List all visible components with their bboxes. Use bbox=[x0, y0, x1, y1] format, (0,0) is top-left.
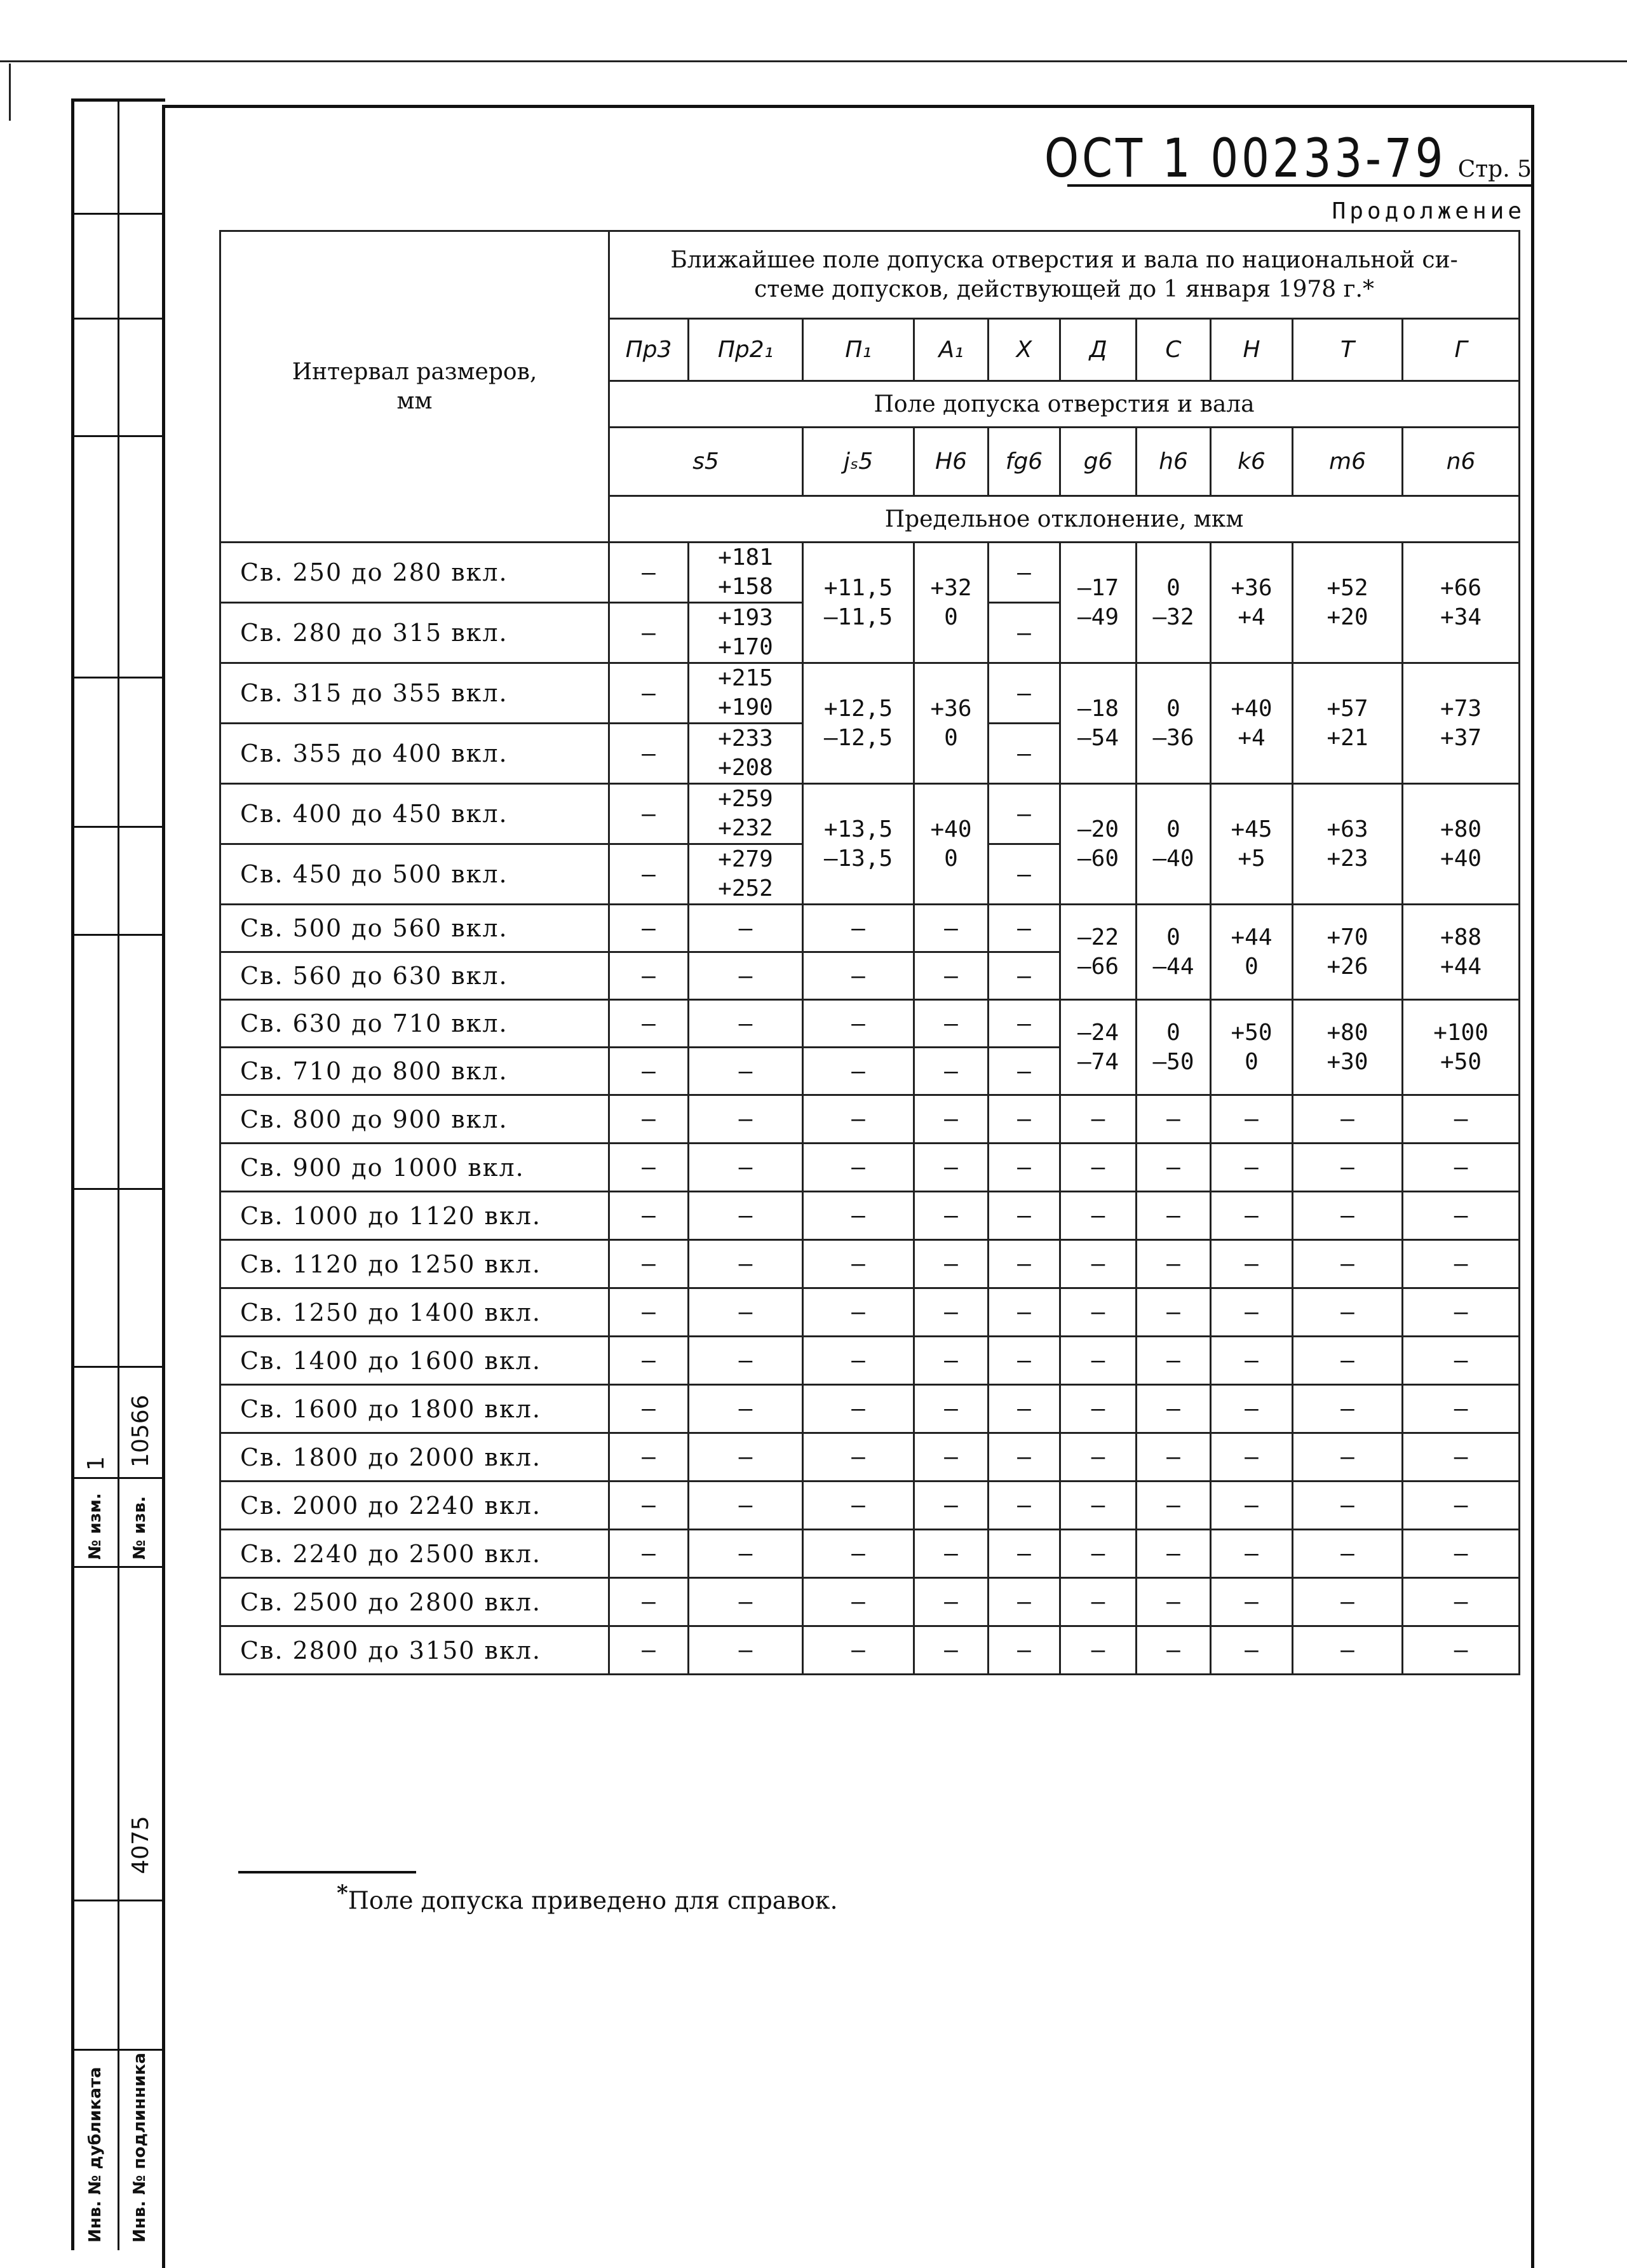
stamp-dup-label: Инв. № дубликата bbox=[86, 2067, 105, 2243]
table-cell: – bbox=[1211, 1385, 1293, 1433]
table-cell: 0 –36 bbox=[1137, 663, 1211, 784]
table-row bbox=[220, 1337, 1520, 1385]
iso-field-cell: m6 bbox=[1293, 428, 1403, 496]
table-cell: – bbox=[1293, 1192, 1403, 1240]
table-cell: – bbox=[1403, 1578, 1520, 1626]
iso-field-cell: H6 bbox=[914, 428, 989, 496]
table-cell: – bbox=[989, 1433, 1060, 1482]
table-cell: +215 +190 bbox=[689, 663, 803, 724]
interval-cell: Св. 450 до 500 вкл. bbox=[220, 844, 609, 905]
table-cell: – bbox=[989, 724, 1060, 784]
header-underline bbox=[1067, 184, 1531, 187]
table-cell: – bbox=[1293, 1433, 1403, 1482]
table-cell: +100 +50 bbox=[1403, 1000, 1520, 1095]
table-cell: – bbox=[803, 1385, 914, 1433]
stamp-rule bbox=[74, 677, 165, 678]
national-field-cell: Пр3 bbox=[609, 319, 689, 381]
interval-cell: Св. 1800 до 2000 вкл. bbox=[220, 1433, 609, 1482]
table-row bbox=[220, 905, 1520, 952]
table-cell: – bbox=[989, 1288, 1060, 1337]
table-cell: – bbox=[989, 543, 1060, 603]
stamp-rule bbox=[74, 318, 165, 320]
deviation-header: Предельное отклонение, мкм bbox=[609, 496, 1520, 543]
table-cell: – bbox=[1293, 1626, 1403, 1675]
table-cell: – bbox=[989, 1000, 1060, 1048]
interval-cell: Св. 2000 до 2240 вкл. bbox=[220, 1482, 609, 1530]
table-cell: +11,5 –11,5 bbox=[803, 543, 914, 663]
table-cell: +181 +158 bbox=[689, 543, 803, 603]
table-cell: – bbox=[989, 1626, 1060, 1675]
table-cell: – bbox=[914, 1385, 989, 1433]
table-cell: – bbox=[1211, 1288, 1293, 1337]
table-cell: – bbox=[689, 1240, 803, 1288]
table-cell: – bbox=[1137, 1192, 1211, 1240]
table-cell: – bbox=[1211, 1530, 1293, 1578]
table-cell: – bbox=[1403, 1530, 1520, 1578]
table-cell: – bbox=[1137, 1578, 1211, 1626]
table-cell: – bbox=[689, 1048, 803, 1095]
table-cell: – bbox=[1060, 1337, 1137, 1385]
national-field-cell: Д bbox=[1060, 319, 1137, 381]
table-cell: – bbox=[914, 1482, 989, 1530]
table-cell: – bbox=[989, 1530, 1060, 1578]
table-cell: – bbox=[1060, 1433, 1137, 1482]
table-row bbox=[220, 1095, 1520, 1144]
table-cell: – bbox=[803, 1433, 914, 1482]
footnote-star: * bbox=[337, 1880, 348, 1906]
table-cell: – bbox=[609, 1530, 689, 1578]
stamp-column-divider bbox=[118, 102, 119, 2250]
table-cell: – bbox=[1211, 1240, 1293, 1288]
table-row bbox=[220, 1288, 1520, 1337]
table-body bbox=[220, 231, 1520, 1675]
table-cell: – bbox=[1211, 1433, 1293, 1482]
table-cell: – bbox=[689, 952, 803, 1000]
table-cell: +13,5 –13,5 bbox=[803, 784, 914, 905]
table-cell: – bbox=[689, 1578, 803, 1626]
table-cell: – bbox=[609, 543, 689, 603]
table-cell: – bbox=[803, 1482, 914, 1530]
table-cell: – bbox=[803, 952, 914, 1000]
table-cell: – bbox=[1211, 1337, 1293, 1385]
table-cell: – bbox=[914, 1048, 989, 1095]
table-cell: – bbox=[609, 1433, 689, 1482]
interval-cell: Св. 2240 до 2500 вкл. bbox=[220, 1530, 609, 1578]
table-cell: – bbox=[803, 1240, 914, 1288]
table-cell: – bbox=[1137, 1095, 1211, 1144]
table-cell: – bbox=[609, 1240, 689, 1288]
interval-cell: Св. 2800 до 3150 вкл. bbox=[220, 1626, 609, 1675]
table-cell: – bbox=[1060, 1095, 1137, 1144]
table-row bbox=[220, 1192, 1520, 1240]
tolerance-table bbox=[219, 230, 1520, 1675]
table-cell: – bbox=[989, 1385, 1060, 1433]
interval-cell: Св. 1120 до 1250 вкл. bbox=[220, 1240, 609, 1288]
table-cell: – bbox=[1211, 1578, 1293, 1626]
table-cell: – bbox=[803, 1192, 914, 1240]
table-cell: – bbox=[989, 603, 1060, 663]
table-cell: – bbox=[609, 1192, 689, 1240]
table-cell: – bbox=[1293, 1578, 1403, 1626]
table-cell: +50 0 bbox=[1211, 1000, 1293, 1095]
interval-cell: Св. 630 до 710 вкл. bbox=[220, 1000, 609, 1048]
table-cell: – bbox=[1060, 1530, 1137, 1578]
table-cell: – bbox=[914, 1000, 989, 1048]
interval-cell: Св. 400 до 450 вкл. bbox=[220, 784, 609, 844]
national-field-cell: Г bbox=[1403, 319, 1520, 381]
table-cell: – bbox=[1403, 1095, 1520, 1144]
table-cell: +73 +37 bbox=[1403, 663, 1520, 784]
national-field-cell: А₁ bbox=[914, 319, 989, 381]
table-cell: – bbox=[989, 1337, 1060, 1385]
table-cell: – bbox=[609, 1626, 689, 1675]
table-cell: – bbox=[989, 1578, 1060, 1626]
table-cell: – bbox=[1060, 1192, 1137, 1240]
interval-cell: Св. 560 до 630 вкл. bbox=[220, 952, 609, 1000]
table-cell: – bbox=[609, 844, 689, 905]
interval-header: Интервал размеров, мм bbox=[220, 231, 609, 543]
table-cell: – bbox=[609, 1048, 689, 1095]
table-cell: – bbox=[689, 1095, 803, 1144]
stamp-izm-label: № изм. bbox=[86, 1493, 105, 1560]
stamp-rule bbox=[74, 213, 165, 215]
table-cell: +36 0 bbox=[914, 663, 989, 784]
table-cell: – bbox=[1137, 1240, 1211, 1288]
table-cell: +36 +4 bbox=[1211, 543, 1293, 663]
table-cell: – bbox=[989, 1240, 1060, 1288]
table-cell: – bbox=[1293, 1095, 1403, 1144]
page-number: Стр. 5 bbox=[1457, 156, 1532, 182]
table-cell: – bbox=[989, 1048, 1060, 1095]
table-row bbox=[220, 1626, 1520, 1675]
table-cell: – bbox=[803, 1626, 914, 1675]
table-cell: – bbox=[914, 1433, 989, 1482]
interval-cell: Св. 800 до 900 вкл. bbox=[220, 1095, 609, 1144]
stamp-podl-label: Инв. № подлинника bbox=[130, 2053, 149, 2243]
table-cell: –17 –49 bbox=[1060, 543, 1137, 663]
iso-field-cell: s5 bbox=[609, 428, 803, 496]
table-cell: – bbox=[914, 1288, 989, 1337]
table-cell: – bbox=[989, 663, 1060, 724]
header-row bbox=[220, 231, 1520, 319]
stamp-rule bbox=[74, 1188, 165, 1190]
table-cell: – bbox=[1403, 1385, 1520, 1433]
table-cell: – bbox=[1137, 1288, 1211, 1337]
table-cell: – bbox=[914, 952, 989, 1000]
table-cell: +52 +20 bbox=[1293, 543, 1403, 663]
table-cell: – bbox=[803, 1144, 914, 1192]
stamp-rule bbox=[74, 1477, 165, 1479]
table-cell: – bbox=[1137, 1144, 1211, 1192]
table-row bbox=[220, 1385, 1520, 1433]
document-code: ОСТ 1 00233-79 bbox=[1044, 127, 1447, 189]
table-cell: +88 +44 bbox=[1403, 905, 1520, 1000]
table-cell: +80 +30 bbox=[1293, 1000, 1403, 1095]
table-cell: – bbox=[1060, 1144, 1137, 1192]
table-cell: – bbox=[803, 1530, 914, 1578]
table-row bbox=[220, 1000, 1520, 1048]
table-cell: – bbox=[1293, 1530, 1403, 1578]
table-cell: – bbox=[1211, 1192, 1293, 1240]
table-cell: +45 +5 bbox=[1211, 784, 1293, 905]
table-cell: – bbox=[914, 1530, 989, 1578]
table-cell: – bbox=[989, 1192, 1060, 1240]
national-field-cell: Пр2₁ bbox=[689, 319, 803, 381]
table-cell: – bbox=[1403, 1240, 1520, 1288]
interval-cell: Св. 710 до 800 вкл. bbox=[220, 1048, 609, 1095]
table-cell: – bbox=[1060, 1385, 1137, 1433]
interval-cell: Св. 355 до 400 вкл. bbox=[220, 724, 609, 784]
table-cell: – bbox=[914, 1144, 989, 1192]
national-field-cell: С bbox=[1137, 319, 1211, 381]
national-field-cell: П₁ bbox=[803, 319, 914, 381]
page-left-edge bbox=[9, 64, 11, 121]
table-cell: – bbox=[1211, 1626, 1293, 1675]
table-cell: – bbox=[989, 1095, 1060, 1144]
table-cell: – bbox=[989, 905, 1060, 952]
stamp-rule bbox=[74, 826, 165, 828]
stamp-rule bbox=[74, 1366, 165, 1368]
table-cell: – bbox=[989, 1482, 1060, 1530]
table-cell: – bbox=[609, 905, 689, 952]
stamp-rule bbox=[74, 1900, 165, 1901]
table-cell: –22 –66 bbox=[1060, 905, 1137, 1000]
interval-cell: Св. 1400 до 1600 вкл. bbox=[220, 1337, 609, 1385]
table-cell: – bbox=[689, 1000, 803, 1048]
stamp-izv-label: № изв. bbox=[130, 1496, 149, 1560]
table-cell: – bbox=[1060, 1482, 1137, 1530]
table-cell: +80 +40 bbox=[1403, 784, 1520, 905]
interval-cell: Св. 250 до 280 вкл. bbox=[220, 543, 609, 603]
table-cell: – bbox=[914, 1192, 989, 1240]
stamp-rule bbox=[74, 2049, 165, 2051]
table-cell: +57 +21 bbox=[1293, 663, 1403, 784]
table-cell: – bbox=[1211, 1144, 1293, 1192]
table-cell: – bbox=[803, 905, 914, 952]
table-cell: – bbox=[989, 1144, 1060, 1192]
national-system-header: Ближайшее поле допуска отверстия и вала по национальной си- стеме допусков, действующей до 1 января 1978 г.* bbox=[609, 231, 1520, 319]
continuation-label: Продолжение bbox=[1332, 198, 1525, 224]
table-cell: – bbox=[1137, 1337, 1211, 1385]
table-cell: +70 +26 bbox=[1293, 905, 1403, 1000]
interval-cell: Св. 900 до 1000 вкл. bbox=[220, 1144, 609, 1192]
table-cell: – bbox=[609, 1000, 689, 1048]
table-cell: – bbox=[1403, 1337, 1520, 1385]
interval-cell: Св. 280 до 315 вкл. bbox=[220, 603, 609, 663]
table-cell: – bbox=[989, 844, 1060, 905]
table-cell: – bbox=[1403, 1626, 1520, 1675]
table-cell: – bbox=[989, 952, 1060, 1000]
table-cell: +233 +208 bbox=[689, 724, 803, 784]
interval-cell: Св. 1600 до 1800 вкл. bbox=[220, 1385, 609, 1433]
table-cell: – bbox=[1137, 1530, 1211, 1578]
footnote bbox=[337, 1880, 838, 1915]
table-row bbox=[220, 1530, 1520, 1578]
table-cell: – bbox=[914, 1626, 989, 1675]
table-cell: – bbox=[1060, 1288, 1137, 1337]
table-cell: – bbox=[689, 1626, 803, 1675]
table-cell: – bbox=[689, 1337, 803, 1385]
interval-cell: Св. 2500 до 2800 вкл. bbox=[220, 1578, 609, 1626]
table-cell: – bbox=[1403, 1482, 1520, 1530]
table-cell: – bbox=[609, 1288, 689, 1337]
table-cell: – bbox=[609, 1095, 689, 1144]
stamp-izv-value: 10566 bbox=[128, 1394, 154, 1468]
table-cell: – bbox=[1060, 1578, 1137, 1626]
table-cell: – bbox=[1137, 1385, 1211, 1433]
table-cell: – bbox=[1211, 1482, 1293, 1530]
table-cell: – bbox=[609, 724, 689, 784]
table-cell: – bbox=[1137, 1626, 1211, 1675]
stamp-rule bbox=[74, 1566, 165, 1568]
table-cell: – bbox=[609, 1337, 689, 1385]
stamp-inv-value: 4075 bbox=[128, 1816, 154, 1874]
table-cell: +40 0 bbox=[914, 784, 989, 905]
table-cell: – bbox=[914, 905, 989, 952]
table-cell: – bbox=[609, 1482, 689, 1530]
iso-field-cell: g6 bbox=[1060, 428, 1137, 496]
table-cell: – bbox=[609, 663, 689, 724]
interval-cell: Св. 315 до 355 вкл. bbox=[220, 663, 609, 724]
interval-cell: Св. 500 до 560 вкл. bbox=[220, 905, 609, 952]
table-cell: – bbox=[1293, 1482, 1403, 1530]
national-field-cell: Т bbox=[1293, 319, 1403, 381]
stamp-column bbox=[71, 98, 165, 2250]
table-cell: – bbox=[609, 603, 689, 663]
table-cell: – bbox=[1403, 1433, 1520, 1482]
table-cell: +63 +23 bbox=[1293, 784, 1403, 905]
table-cell: – bbox=[914, 1578, 989, 1626]
table-row bbox=[220, 1144, 1520, 1192]
table-cell: +259 +232 bbox=[689, 784, 803, 844]
table-cell: – bbox=[1293, 1337, 1403, 1385]
table-cell: – bbox=[609, 784, 689, 844]
table-cell: +193 +170 bbox=[689, 603, 803, 663]
table-cell: – bbox=[803, 1288, 914, 1337]
footnote-text: Поле допуска приведено для справок. bbox=[348, 1886, 838, 1915]
table-cell: – bbox=[689, 1530, 803, 1578]
table-cell: – bbox=[1137, 1482, 1211, 1530]
iso-field-cell: fg6 bbox=[989, 428, 1060, 496]
footnote-rule bbox=[238, 1871, 416, 1873]
table-cell: – bbox=[689, 1288, 803, 1337]
national-field-cell: Н bbox=[1211, 319, 1293, 381]
table-cell: +44 0 bbox=[1211, 905, 1293, 1000]
table-cell: +12,5 –12,5 bbox=[803, 663, 914, 784]
table-cell: – bbox=[609, 1578, 689, 1626]
table-cell: – bbox=[1293, 1240, 1403, 1288]
iso-field-cell: h6 bbox=[1137, 428, 1211, 496]
table-cell: – bbox=[803, 1048, 914, 1095]
table-cell: – bbox=[803, 1000, 914, 1048]
table-cell: – bbox=[609, 952, 689, 1000]
table-cell: – bbox=[1293, 1144, 1403, 1192]
table-row bbox=[220, 1578, 1520, 1626]
table-cell: – bbox=[803, 1578, 914, 1626]
table-cell: – bbox=[1211, 1095, 1293, 1144]
national-field-cell: Х bbox=[989, 319, 1060, 381]
iso-field-cell: jₛ5 bbox=[803, 428, 914, 496]
table-cell: – bbox=[689, 905, 803, 952]
table-cell: 0 –50 bbox=[1137, 1000, 1211, 1095]
table-cell: – bbox=[803, 1095, 914, 1144]
table-cell: – bbox=[1137, 1433, 1211, 1482]
table-cell: – bbox=[609, 1385, 689, 1433]
table-cell: –20 –60 bbox=[1060, 784, 1137, 905]
document-header bbox=[956, 127, 1532, 189]
table-cell: – bbox=[1293, 1385, 1403, 1433]
table-cell: –24 –74 bbox=[1060, 1000, 1137, 1095]
iso-field-cell: k6 bbox=[1211, 428, 1293, 496]
table-cell: – bbox=[1403, 1288, 1520, 1337]
table-row bbox=[220, 1482, 1520, 1530]
table-cell: +66 +34 bbox=[1403, 543, 1520, 663]
table-cell: 0 –32 bbox=[1137, 543, 1211, 663]
table-cell: – bbox=[689, 1482, 803, 1530]
table-cell: – bbox=[914, 1095, 989, 1144]
table-cell: – bbox=[989, 784, 1060, 844]
table-row bbox=[220, 1240, 1520, 1288]
table-cell: – bbox=[914, 1337, 989, 1385]
table-cell: 0 –44 bbox=[1137, 905, 1211, 1000]
stamp-izm-value: 1 bbox=[83, 1456, 109, 1471]
page-top-rule bbox=[0, 60, 1627, 62]
interval-cell: Св. 1250 до 1400 вкл. bbox=[220, 1288, 609, 1337]
iso-field-cell: n6 bbox=[1403, 428, 1520, 496]
tolerance-header: Поле допуска отверстия и вала bbox=[609, 381, 1520, 428]
table-cell: – bbox=[1403, 1144, 1520, 1192]
table-cell: – bbox=[689, 1385, 803, 1433]
table-cell: – bbox=[689, 1433, 803, 1482]
table-cell: – bbox=[609, 1144, 689, 1192]
table-cell: +279 +252 bbox=[689, 844, 803, 905]
table-row bbox=[220, 1433, 1520, 1482]
table-cell: – bbox=[914, 1240, 989, 1288]
stamp-rule bbox=[74, 934, 165, 936]
table-cell: –18 –54 bbox=[1060, 663, 1137, 784]
table-cell: – bbox=[1060, 1240, 1137, 1288]
table-cell: – bbox=[803, 1337, 914, 1385]
interval-cell: Св. 1000 до 1120 вкл. bbox=[220, 1192, 609, 1240]
stamp-rule bbox=[74, 435, 165, 437]
table-cell: – bbox=[1403, 1192, 1520, 1240]
table-cell: – bbox=[689, 1192, 803, 1240]
table-cell: 0 –40 bbox=[1137, 784, 1211, 905]
table-cell: – bbox=[1293, 1288, 1403, 1337]
table-cell: – bbox=[689, 1144, 803, 1192]
table-cell: +40 +4 bbox=[1211, 663, 1293, 784]
table-cell: +32 0 bbox=[914, 543, 989, 663]
table-cell: – bbox=[1060, 1626, 1137, 1675]
